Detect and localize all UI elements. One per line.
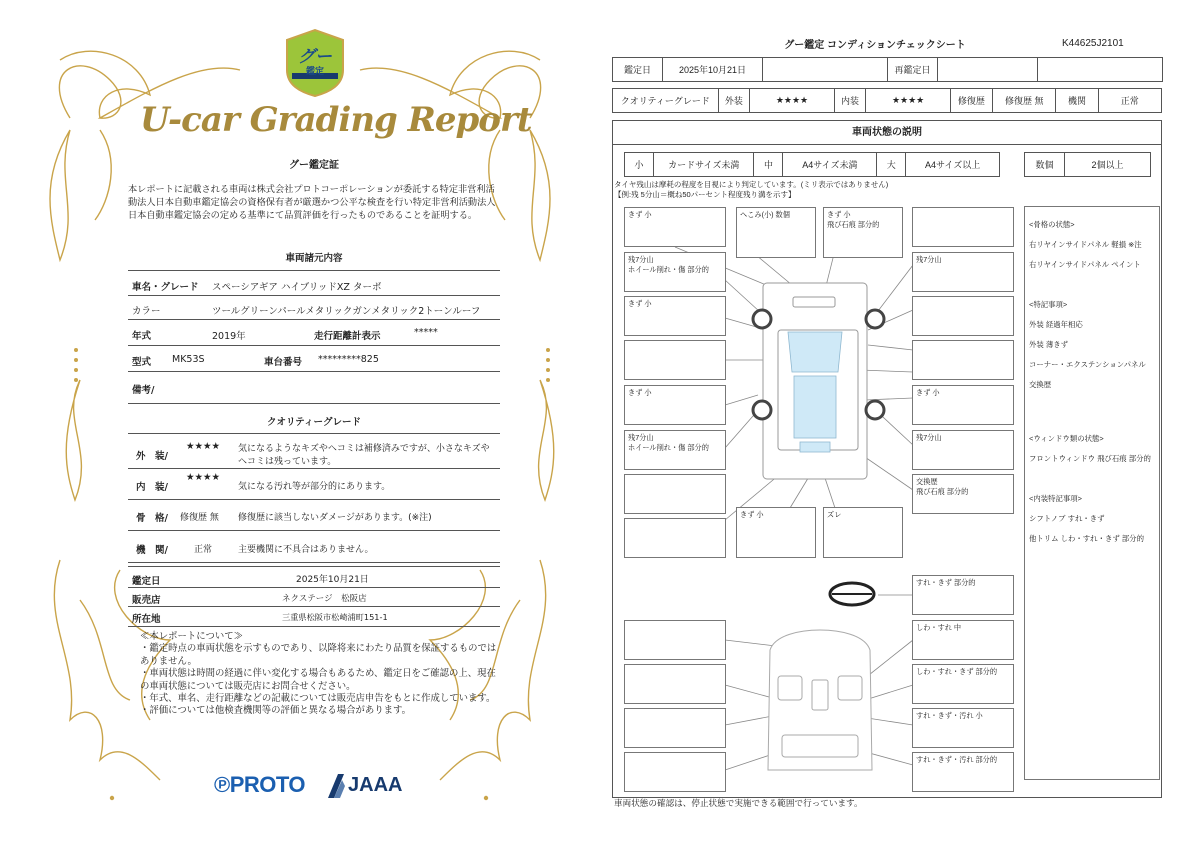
size-large: 大 (877, 153, 906, 177)
notes-line: シフトノブ すれ・きず (1029, 514, 1105, 523)
info-row-address (128, 607, 500, 627)
note-text: ズレ (827, 510, 842, 519)
specs-title: 車両諸元内容 (285, 253, 343, 264)
repair-value: 修復歴 無 (993, 89, 1056, 113)
color-label: カラー (132, 306, 161, 317)
note-box-front-left (624, 207, 726, 247)
grade-row-engine (128, 531, 500, 563)
engine-value: 正常 (1098, 89, 1161, 113)
dealer-value: ネクステージ 松阪店 (282, 594, 367, 604)
note-text: ホイール削れ・傷 部分的 (628, 443, 709, 452)
int-label: 内装 (834, 89, 866, 113)
exterior-text-1: 気になるようなキズやヘコミは補修済みですが、小さなキズや (238, 444, 490, 454)
note-box-right-5 (912, 430, 1014, 470)
note-box-left-2 (624, 296, 726, 336)
note-text: すれ・きず・汚れ 部分的 (916, 755, 998, 764)
notes-title: ≪本レポートについて≫ (140, 631, 243, 642)
address-label: 所在地 (132, 614, 161, 625)
engine-text: 主要機関に不具合はありません。 (238, 545, 374, 555)
int-stars: ★★★★ (866, 89, 950, 113)
size-medium-desc: A4サイズ未満 (783, 153, 877, 177)
steering-wheel (830, 583, 874, 605)
note-text: 残7分山 (628, 255, 654, 264)
tire-rear-right (866, 401, 884, 419)
certificate-heading: グー鑑定証 (289, 160, 339, 171)
year-label: 年式 (132, 331, 152, 342)
year-value: 2019年 (212, 331, 246, 342)
note-box-rear-right (823, 507, 903, 558)
grade-row-exterior (128, 433, 500, 469)
interior-label: 内 装/ (136, 482, 168, 493)
chassis-label: 車台番号 (264, 357, 303, 368)
note-text: きず 小 (628, 388, 652, 397)
quality-grade-label: クオリティーグレード (613, 89, 719, 113)
info-row-date (128, 566, 500, 588)
remarks-label: 備考/ (132, 385, 155, 396)
note-box-interior-left-1 (624, 620, 726, 660)
note-box-left-4 (624, 385, 726, 425)
notes-line: <骨格の状態> (1029, 220, 1075, 229)
notes-line: <ウィンドウ類の状態> (1029, 434, 1104, 443)
badge-sub-label: 鑑定 (305, 67, 324, 77)
condition-description-title: 車両状態の説明 (613, 121, 1161, 145)
note-text: 交換歴 (916, 477, 938, 486)
notes-line: 外装 薄きず (1029, 340, 1069, 349)
spec-row-model (128, 346, 500, 372)
mileage-label: 走行距離計表示 (314, 331, 381, 342)
notes-line: <内装特記事項> (1029, 494, 1082, 503)
notes-line: 交換歴 (1029, 380, 1052, 389)
count-desc: 2個以上 (1065, 153, 1151, 177)
note-text: 飛び石痕 部分的 (827, 220, 880, 229)
size-medium: 中 (754, 153, 783, 177)
notes-line: 外装 経過年相応 (1029, 320, 1083, 329)
note-box-front-center (736, 207, 816, 258)
ext-label: 外装 (718, 89, 750, 113)
notes-line: 他トリム しわ・すれ・きず 部分的 (1029, 534, 1144, 543)
note-text: すれ・きず・汚れ 小 (916, 711, 983, 720)
note-text: 残7分山 (916, 433, 942, 442)
note-item: ・評価については他検査機関等の評価と異なる場合があります。 (140, 705, 411, 717)
grade-row-interior (128, 469, 500, 500)
proto-logo (214, 772, 305, 798)
sheet-footer-note: 車両状態の確認は、停止状態で実施できる範囲で行っています。 (614, 798, 863, 808)
inspection-date-label: 鑑定日 (613, 58, 663, 82)
note-text: きず 小 (740, 510, 764, 519)
condition-check-sheet (600, 0, 1200, 848)
jaaa-mark-icon (326, 772, 346, 800)
note-box-right-3 (912, 340, 1014, 380)
notes-line: 右リヤインサイドパネル 軽損 ※注 (1029, 240, 1142, 249)
report-notes (140, 631, 500, 718)
note-box-rear-center (736, 507, 816, 558)
quality-title: クオリティーグレード (266, 417, 362, 428)
proto-logo-text: PROTO (229, 772, 306, 797)
note-box-steering (912, 575, 1014, 615)
proto-mark-icon: ℗ (214, 772, 230, 797)
car-name-value: スペーシアギア ハイブリッドXZ ターボ (212, 282, 382, 293)
note-box-right-2 (912, 296, 1014, 336)
sheet-title: グー鑑定 コンディションチェックシート (784, 40, 966, 51)
address-value: 三重県松阪市松崎浦町151-1 (282, 612, 388, 622)
info-row-dealer (128, 588, 500, 607)
footer-logos (214, 770, 414, 804)
note-text: きず 小 (628, 299, 652, 308)
engine-value: 正常 (194, 545, 213, 555)
notes-line: フロントウィンドウ 飛び石痕 部分的 (1029, 454, 1151, 463)
note-box-left-7 (624, 518, 726, 558)
tire-front-left (753, 310, 771, 328)
car-name-label: 車名・グレード (132, 282, 199, 293)
note-item: ・鑑定時点の車両状態を示すものであり、以降将来にわたり品質を保証するものではありません。 (140, 643, 497, 667)
frame-text: 修復歴に該当しないダメージがあります。(※注) (238, 513, 432, 523)
note-box-front-right (823, 207, 903, 258)
note-box-interior-left-3 (624, 708, 726, 748)
dealer-label: 販売店 (132, 595, 161, 606)
certificate-body: 本レポートに記載される車両は株式会社プロトコーポレーションが委託する特定非営利活動法人日本自動車鑑定協会の資格保有者が厳選かつ公平な検査を行い特定非営利活動法人日本自動車鑑定協会の定める基準にて品質評価を行ったものであることを証明する。 (128, 184, 496, 221)
notes-line (1029, 400, 1155, 424)
note-box-front-far-right (912, 207, 1014, 247)
date-label: 鑑定日 (132, 576, 161, 587)
note-box-interior-right-3 (912, 708, 1014, 748)
exterior-label: 外 装/ (136, 451, 168, 462)
engine-label: 機 関/ (136, 545, 168, 556)
note-text: すれ・きず 部分的 (916, 578, 976, 587)
jaaa-logo-text: JAAA (348, 774, 403, 796)
repair-label: 修復歴 (950, 89, 992, 113)
grade-row-frame (128, 500, 500, 531)
note-text: へこみ(小) 数個 (740, 210, 790, 219)
frame-value: 修復歴 無 (180, 513, 219, 523)
model-label: 型式 (132, 357, 152, 368)
date-value: 2025年10月21日 (296, 575, 369, 585)
exterior-stars: ★★★★ (186, 441, 221, 452)
interior-text: 気になる汚れ等が部分的にあります。 (238, 482, 391, 492)
model-value: MK53S (172, 354, 205, 365)
note-text: きず 小 (916, 388, 940, 397)
note-item: ・年式、車名、走行距離などの記載については販売店申告をもとに作成しています。 (140, 693, 496, 705)
note-box-right-4 (912, 385, 1014, 425)
condition-notes-panel (1024, 206, 1160, 780)
windshield (788, 332, 842, 372)
spec-row-car-name (128, 270, 500, 296)
report-title: U-car Grading Report (140, 100, 532, 140)
notes-line: コーナー・エクステンションパネル (1029, 360, 1146, 369)
reinspection-label: 再鑑定日 (888, 58, 938, 82)
sheet-id: K44625J2101 (1062, 38, 1124, 49)
note-text: 残7分山 (916, 255, 942, 264)
note-text: 残7分山 (628, 433, 654, 442)
note-box-left-1 (624, 252, 726, 292)
chassis-value: *********825 (318, 354, 379, 365)
note-item: ・車両状態は時間の経過に伴い変化する場合もあるため、鑑定日をご確認の上、現在の車両状態については販売店にお問合せください。 (140, 668, 496, 692)
spec-row-year (128, 320, 500, 346)
note-box-interior-left-4 (624, 752, 726, 792)
notes-line (1029, 280, 1155, 290)
interior-stars: ★★★★ (186, 472, 221, 483)
spec-row-remarks (128, 372, 500, 404)
notes-line: 右リヤインサイドパネル ペイント (1029, 260, 1141, 269)
note-box-right-6 (912, 474, 1014, 514)
tire-rear-left (753, 401, 771, 419)
note-box-left-6 (624, 474, 726, 514)
note-box-left-3 (624, 340, 726, 380)
note-text: ホイール削れ・傷 部分的 (628, 265, 709, 274)
note-text: しわ・すれ 中 (916, 623, 962, 632)
tire-note-line-2: 【例:残 5分山＝概ね50パーセント程度残り溝を示す】 (614, 190, 796, 199)
tire-note-line-1: タイヤ残山は摩耗の程度を目視により判定しています。(ミリ表示ではありません) (614, 180, 889, 189)
note-text: きず 小 (827, 210, 851, 219)
count-label: 数個 (1025, 153, 1065, 177)
size-small-desc: カードサイズ未満 (654, 153, 754, 177)
ext-stars: ★★★★ (750, 89, 834, 113)
spec-row-color (128, 296, 500, 320)
badge-label: グー (298, 47, 332, 67)
size-small: 小 (625, 153, 654, 177)
note-text: 飛び石痕 部分的 (916, 487, 969, 496)
notes-line (1029, 474, 1155, 484)
frame-label: 骨 格/ (136, 513, 168, 524)
mileage-value: ***** (414, 327, 438, 338)
note-box-interior-right-4 (912, 752, 1014, 792)
note-box-right-1 (912, 252, 1014, 292)
note-text: しわ・すれ・きず 部分的 (916, 667, 998, 676)
engine-label: 機関 (1056, 89, 1098, 113)
note-box-interior-right-1 (912, 620, 1014, 660)
note-box-left-5 (624, 430, 726, 470)
note-box-interior-left-2 (624, 664, 726, 704)
inspection-date-value: 2025年10月21日 (663, 58, 763, 82)
interior-diagram (768, 630, 872, 770)
note-text: きず 小 (628, 210, 652, 219)
tire-front-right (866, 310, 884, 328)
note-box-interior-right-2 (912, 664, 1014, 704)
exterior-text-2: ヘコミは残っています。 (238, 457, 337, 467)
size-large-desc: A4サイズ以上 (906, 153, 1000, 177)
color-value: ツールグリーンパールメタリックガンメタリック2トーンルーフ (212, 306, 481, 317)
notes-line: <特記事項> (1029, 300, 1068, 309)
